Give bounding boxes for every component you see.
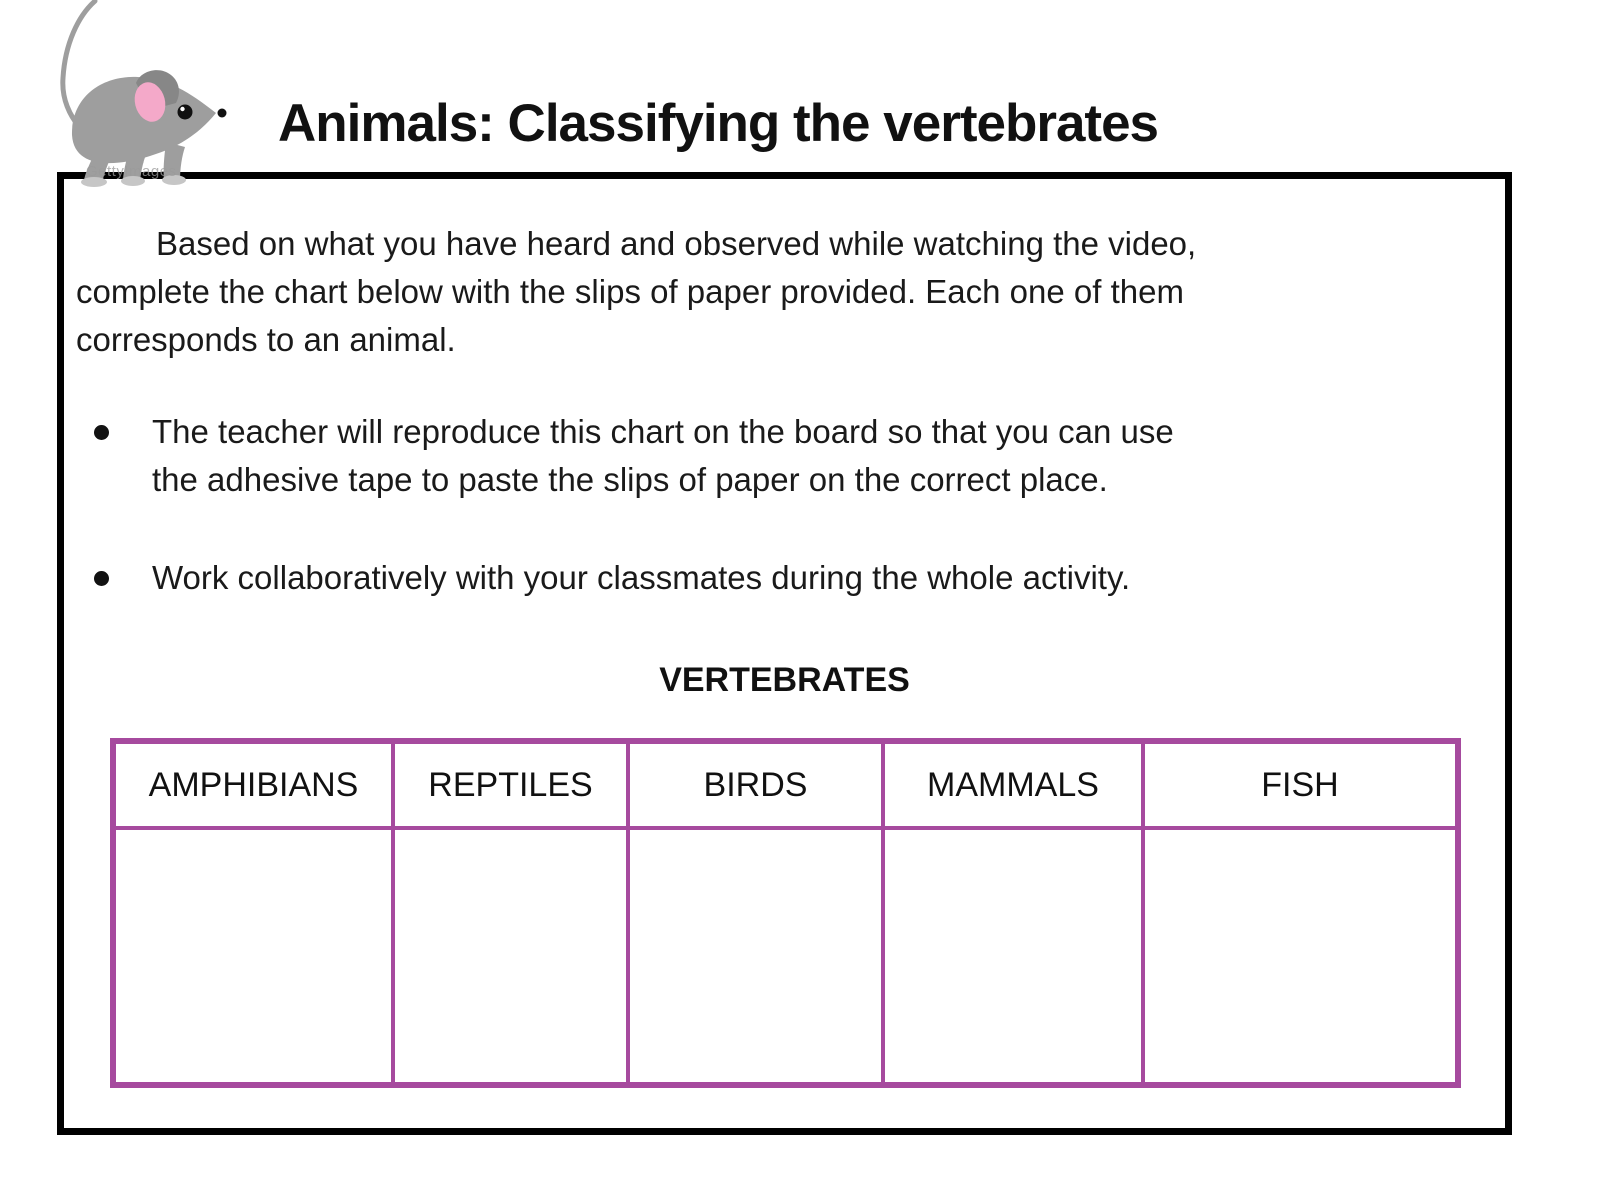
intro-line-1: Based on what you have heard and observed while watching the video,: [156, 225, 1197, 262]
bullet-item-1: [64, 408, 1477, 504]
vertebrates-table: [110, 738, 1461, 1088]
intro-paragraph: [76, 220, 1477, 364]
bullet-dot-icon: [94, 571, 109, 586]
bullet-item-2: [64, 554, 1477, 602]
bullet-list: [64, 408, 1505, 602]
page-title: Animals: Classifying the vertebrates: [278, 93, 1159, 153]
table-empty-row: [113, 828, 1458, 1085]
bullet-dot-icon: [94, 425, 109, 440]
column-header-amphibians: AMPHIBIANS: [113, 741, 393, 828]
watermark: GettyImages: [86, 163, 177, 180]
table-cell-fish: [1143, 828, 1458, 1085]
instruction-frame: [57, 172, 1512, 1135]
table-cell-reptiles: [393, 828, 628, 1085]
table-cell-amphibians: [113, 828, 393, 1085]
mouse-eye: [178, 105, 193, 120]
intro-line-2: complete the chart below with the slips of paper provided. Each one of them: [76, 273, 1184, 310]
bullet-text-1: [152, 408, 1174, 504]
intro-line-3: corresponds to an animal.: [76, 321, 456, 358]
column-header-mammals: MAMMALS: [883, 741, 1143, 828]
column-header-birds: BIRDS: [628, 741, 883, 828]
bullet-2-line-1: Work collaboratively with your classmates during the whole activity.: [152, 559, 1131, 596]
column-header-reptiles: REPTILES: [393, 741, 628, 828]
mouse-nose: [218, 109, 227, 118]
chart-title: VERTEBRATES: [659, 661, 910, 699]
column-header-fish: FISH: [1143, 741, 1458, 828]
mouse-eye-highlight: [180, 107, 184, 111]
bullet-1-line-1: The teacher will reproduce this chart on the board so that you can use: [152, 413, 1174, 450]
table-header-row: [113, 741, 1458, 828]
table-cell-birds: [628, 828, 883, 1085]
bullet-text-2: [152, 554, 1130, 602]
bullet-1-line-2: the adhesive tape to paste the slips of paper on the correct place.: [152, 461, 1108, 498]
table-cell-mammals: [883, 828, 1143, 1085]
